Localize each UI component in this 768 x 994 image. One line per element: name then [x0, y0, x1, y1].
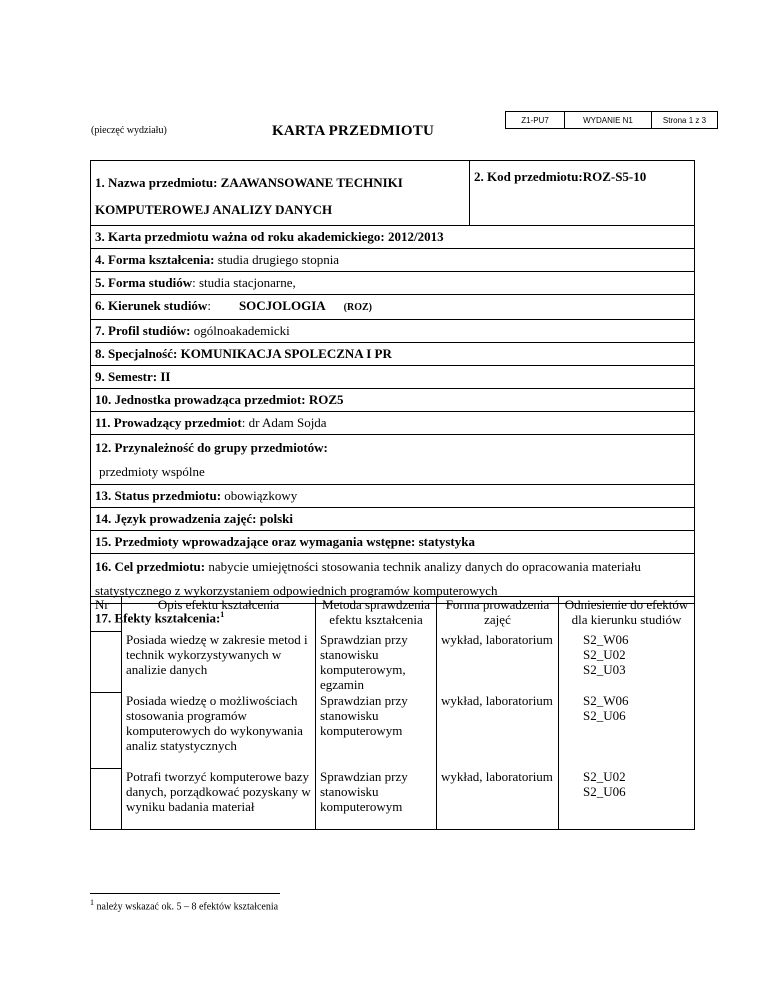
learning-outcomes-label: 17. Efekty kształcenia:: [95, 610, 221, 626]
education-form-label: 4. Forma kształcenia:: [95, 252, 215, 267]
course-goal-value: nabycie umiejętności stosowania technik analizy danych do opracowania materiału statystycznego z wykorzystaniem odpowiednich programów komputerowych: [95, 559, 641, 598]
outcomes-header-row: [91, 597, 695, 632]
outcome-description: Posiada wiedzę o możliwościach stosowania programów komputerowych do wykonywania analiz statystycznych: [122, 693, 316, 769]
outcome-row: [91, 693, 695, 769]
field-row-3: [91, 226, 695, 249]
outcome-row: [91, 769, 695, 830]
prerequisites: 15. Przedmioty wprowadzające oraz wymagania wstępne: statystyka: [95, 534, 475, 549]
study-field-colon: :: [207, 298, 211, 313]
organizational-unit: 10. Jednostka prowadząca przedmiot: ROZ5: [95, 392, 344, 407]
page-number: Strona 1 z 3: [662, 115, 707, 125]
document-header-box: [505, 111, 718, 129]
outcome-form: wykład, laboratorium: [437, 769, 559, 830]
outcome-reference: S2_U02 S2_U06: [559, 769, 695, 830]
footnote-separator: [90, 893, 280, 894]
course-status-value: obowiązkowy: [221, 488, 298, 503]
study-form-value: : studia stacjonarne,: [192, 275, 296, 290]
study-profile-label: 7. Profil studiów:: [95, 323, 191, 338]
study-form-label: 5. Forma studiów: [95, 275, 193, 290]
outcome-row: [91, 632, 695, 693]
field-row-6: [91, 295, 695, 320]
footnote-text: należy wskazać ok. 5 – 8 efektów kształcenia: [94, 901, 279, 913]
outcome-method: Sprawdzian przy stanowisku komputerowym: [316, 693, 437, 769]
outcome-reference: S2_W06 S2_U06: [559, 693, 695, 769]
col-description: Opis efektu kształcenia: [122, 597, 316, 632]
field-row-4: [91, 249, 695, 272]
instructor-value: : dr Adam Sojda: [241, 415, 327, 430]
outcome-method: Sprawdzian przy stanowisku komputerowym: [316, 769, 437, 830]
footnote-ref: 1: [220, 610, 225, 619]
course-name-label: 1. Nazwa przedmiotu:: [95, 175, 221, 190]
field-row-13: [91, 485, 695, 508]
outcome-form: wykład, laboratorium: [437, 693, 559, 769]
col-form: Forma prowadzenia zajęć: [437, 597, 559, 632]
learning-outcomes-table: [90, 596, 695, 830]
teaching-language: 14. Język prowadzenia zajęć: polski: [95, 511, 293, 526]
field-row-9: [91, 366, 695, 389]
course-name-cell: [91, 161, 470, 226]
form-code: Z1-PU7: [506, 112, 565, 128]
col-method: Metoda sprawdzenia efektu kształcenia: [316, 597, 437, 632]
footnote-mark: 1: [90, 898, 94, 907]
course-group-label: 12. Przynależność do grupy przedmiotów:: [95, 440, 328, 455]
course-name-value: ZAAWANSOWANE TECHNIKI KOMPUTEROWEJ ANALIZY DANYCH: [95, 175, 403, 217]
outcome-description: Potrafi tworzyć komputerowe bazy danych, porządkować pozyskany w wyniku badania materiał: [122, 769, 316, 830]
field-row-1: [91, 161, 695, 226]
instructor-label: 11. Prowadzący przedmiot: [95, 415, 242, 430]
field-row-15: [91, 531, 695, 554]
course-code-cell: [470, 161, 695, 226]
specialization: 8. Specjalność: KOMUNIKACJA SPOLECZNA I PR: [95, 346, 392, 361]
field-row-14: [91, 508, 695, 531]
field-row-11: [91, 412, 695, 435]
field-row-5: [91, 272, 695, 295]
footnote: [90, 898, 278, 912]
education-form-value: studia drugiego stopnia: [214, 252, 340, 267]
outcome-method: Sprawdzian przy stanowisku komputerowym, egzamin: [316, 632, 437, 693]
faculty-stamp-label: (pieczęć wydziału): [91, 125, 167, 136]
course-code: 2. Kod przedmiotu:ROZ-S5-10: [474, 169, 647, 184]
course-goal-label: 16. Cel przedmiotu:: [95, 559, 206, 574]
col-nr: Nr: [91, 597, 122, 632]
course-group-value: przedmioty wspólne: [99, 464, 205, 479]
document-title: KARTA PRZEDMIOTU: [272, 123, 434, 139]
outcome-description: Posiada wiedzę w zakresie metod i technik wykorzystywanych w analizie danych: [122, 632, 316, 693]
study-field-value: SOCJOLOGIA: [238, 298, 326, 313]
valid-from: 3. Karta przedmiotu ważna od roku akademickiego: 2012/2013: [95, 229, 444, 244]
semester: 9. Semestr: II: [95, 369, 171, 384]
edition: WYDANIE N1: [565, 112, 652, 128]
field-row-10: [91, 389, 695, 412]
field-row-12: [91, 435, 695, 485]
field-row-7: [91, 320, 695, 343]
course-status-label: 13. Status przedmiotu:: [95, 488, 222, 503]
outcome-form: wykład, laboratorium: [437, 632, 559, 693]
col-reference: Odniesienie do efektów dla kierunku studiów: [559, 597, 695, 632]
outcome-reference: S2_W06 S2_U02 S2_U03: [559, 632, 695, 693]
field-row-8: [91, 343, 695, 366]
study-field-label: 6. Kierunek studiów: [95, 298, 208, 313]
course-card-table: [90, 160, 695, 629]
study-field-code: (ROZ): [343, 302, 372, 313]
study-profile-value: ogólnoakademicki: [190, 323, 290, 338]
